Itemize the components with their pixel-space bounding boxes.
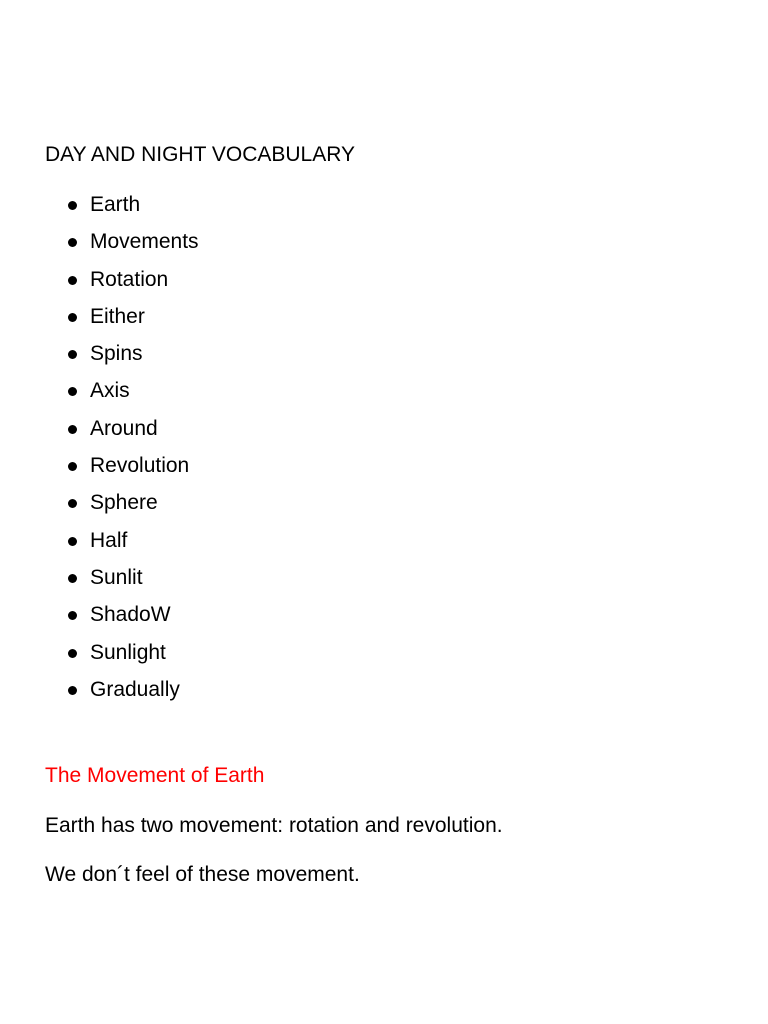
vocabulary-word: Rotation [90, 267, 169, 291]
vocabulary-word: Gradually [90, 677, 180, 701]
vocabulary-word: Either [90, 304, 145, 328]
vocabulary-word: Earth [90, 193, 141, 216]
bullet-icon [68, 649, 77, 658]
vocabulary-word: Movements [90, 230, 199, 254]
vocabulary-word: Sunlit [90, 565, 143, 589]
bullet-icon [68, 499, 77, 508]
bullet-icon [68, 686, 77, 695]
bullet-icon [68, 201, 77, 210]
vocabulary-word: Half [90, 528, 128, 552]
vocabulary-word: Revolution [90, 454, 190, 478]
body-paragraph: Earth has two movement: rotation and revolution. [45, 814, 503, 837]
bullet-icon [68, 387, 77, 396]
bullet-icon [68, 574, 77, 583]
bullet-icon [68, 238, 77, 247]
page-title: DAY AND NIGHT VOCABULARY [45, 143, 356, 166]
bullet-icon [68, 537, 77, 546]
bullet-icon [68, 350, 77, 359]
vocabulary-word: Around [90, 416, 158, 440]
section-heading: The Movement of Earth [45, 764, 265, 787]
vocabulary-word: ShadoW [90, 603, 171, 627]
bullet-icon [68, 313, 77, 322]
bullet-icon [68, 462, 77, 471]
vocabulary-word: Spins [90, 342, 143, 366]
bullet-icon [68, 425, 77, 434]
vocabulary-word: Sphere [90, 491, 158, 515]
body-paragraph: We don´t feel of these movement. [45, 863, 360, 886]
vocabulary-word: Axis [90, 379, 130, 403]
bullet-icon [68, 611, 77, 620]
bullet-icon [68, 276, 77, 285]
vocabulary-word: Sunlight [90, 640, 166, 664]
